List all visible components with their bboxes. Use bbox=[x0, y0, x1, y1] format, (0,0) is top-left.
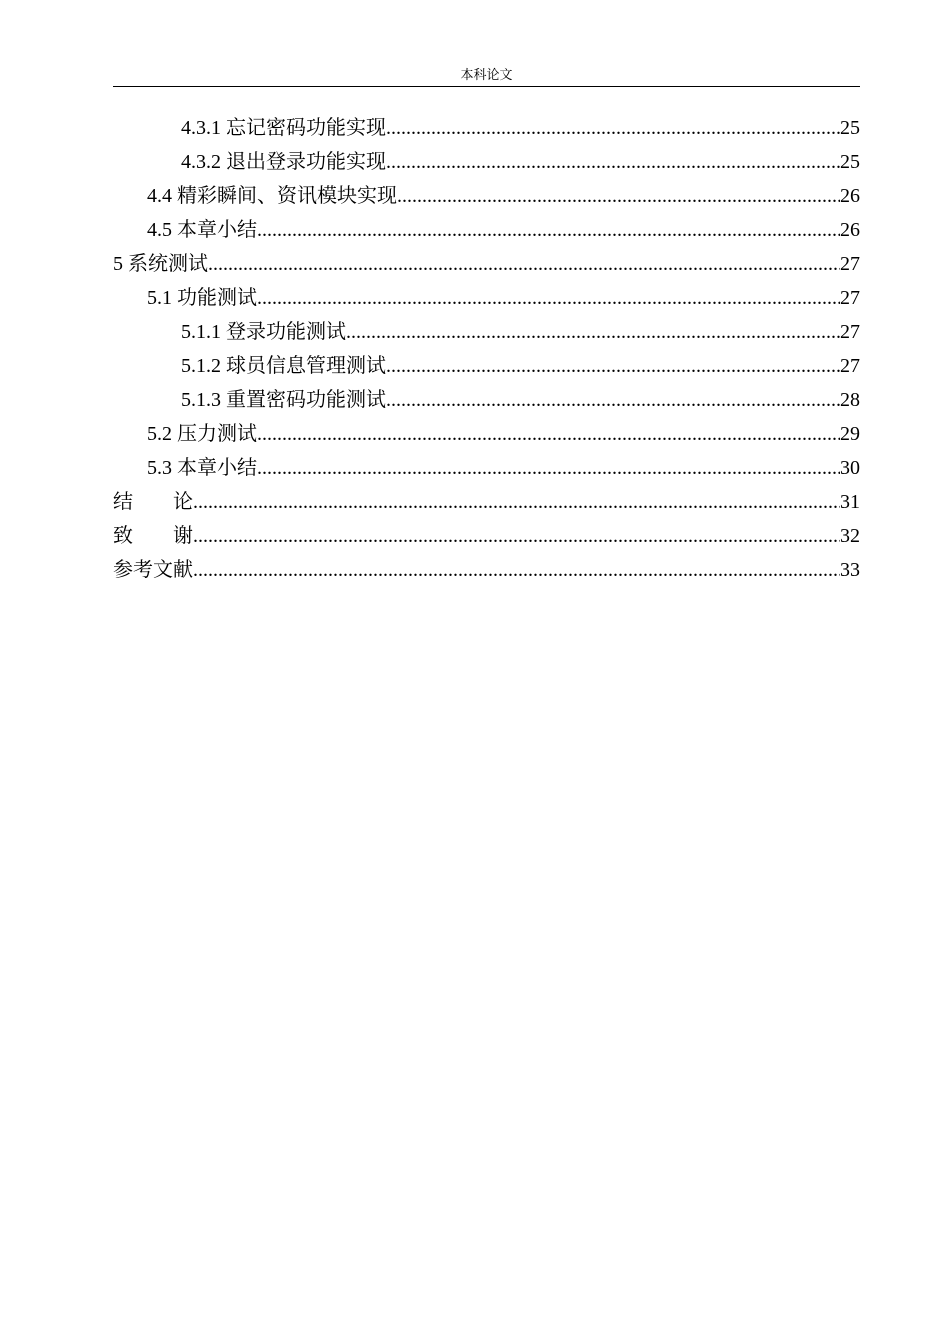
toc-entry-page: 25 bbox=[840, 117, 860, 139]
toc-entry-page: 27 bbox=[840, 355, 860, 377]
toc-entry-page: 32 bbox=[840, 525, 860, 547]
toc-entry-page: 27 bbox=[840, 287, 860, 309]
toc-entry-label: 4.5 本章小结 bbox=[147, 219, 257, 241]
toc-leader-dots bbox=[257, 451, 840, 485]
toc-entry-label: 4.4 精彩瞬间、资讯模块实现 bbox=[147, 185, 397, 207]
table-of-contents bbox=[113, 111, 860, 587]
toc-leader-dots bbox=[386, 349, 840, 383]
toc-entry-page: 27 bbox=[840, 253, 860, 275]
toc-leader-dots bbox=[386, 145, 840, 179]
toc-entry-page: 25 bbox=[840, 151, 860, 173]
toc-entry-page: 27 bbox=[840, 321, 860, 343]
toc-leader-dots bbox=[397, 179, 840, 213]
toc-entry-label: 4.3.2 退出登录功能实现 bbox=[181, 151, 386, 173]
toc-leader-dots bbox=[257, 417, 840, 451]
toc-leader-dots bbox=[257, 213, 840, 247]
toc-entry-page: 29 bbox=[840, 423, 860, 445]
toc-entry[interactable] bbox=[113, 485, 860, 519]
toc-entry[interactable] bbox=[113, 315, 860, 349]
toc-entry-label: 结 论 bbox=[113, 491, 193, 513]
toc-entry-label: 4.3.1 忘记密码功能实现 bbox=[181, 117, 386, 139]
toc-entry-page: 28 bbox=[840, 389, 860, 411]
toc-entry[interactable] bbox=[113, 349, 860, 383]
toc-entry-label: 5.1.2 球员信息管理测试 bbox=[181, 355, 386, 377]
toc-entry[interactable] bbox=[113, 213, 860, 247]
toc-entry-label: 5.3 本章小结 bbox=[147, 457, 257, 479]
toc-leader-dots bbox=[193, 485, 840, 519]
toc-entry-page: 30 bbox=[840, 457, 860, 479]
toc-entry[interactable] bbox=[113, 111, 860, 145]
toc-entry[interactable] bbox=[113, 179, 860, 213]
toc-leader-dots bbox=[208, 247, 840, 281]
toc-leader-dots bbox=[386, 383, 840, 417]
toc-entry-label: 致 谢 bbox=[113, 525, 193, 547]
toc-entry-page: 33 bbox=[840, 559, 860, 581]
toc-leader-dots bbox=[346, 315, 840, 349]
toc-entry-label: 参考文献 bbox=[113, 559, 193, 581]
toc-entry[interactable] bbox=[113, 281, 860, 315]
page-header bbox=[113, 64, 860, 87]
toc-leader-dots bbox=[193, 519, 840, 553]
toc-entry-label: 5.1.1 登录功能测试 bbox=[181, 321, 346, 343]
toc-entry-page: 31 bbox=[840, 491, 860, 513]
toc-entry-label: 5.2 压力测试 bbox=[147, 423, 257, 445]
toc-entry[interactable] bbox=[113, 247, 860, 281]
toc-leader-dots bbox=[386, 111, 840, 145]
toc-entry[interactable] bbox=[113, 451, 860, 485]
toc-entry-page: 26 bbox=[840, 219, 860, 241]
toc-entry[interactable] bbox=[113, 383, 860, 417]
header-title: 本科论文 bbox=[460, 67, 513, 82]
toc-entry-page: 26 bbox=[840, 185, 860, 207]
toc-entry-label: 5.1.3 重置密码功能测试 bbox=[181, 389, 386, 411]
toc-entry[interactable] bbox=[113, 145, 860, 179]
toc-entry-label: 5 系统测试 bbox=[113, 253, 208, 275]
toc-entry[interactable] bbox=[113, 553, 860, 587]
toc-leader-dots bbox=[257, 281, 840, 315]
toc-leader-dots bbox=[193, 553, 840, 587]
toc-entry-label: 5.1 功能测试 bbox=[147, 287, 257, 309]
toc-entry[interactable] bbox=[113, 519, 860, 553]
toc-entry[interactable] bbox=[113, 417, 860, 451]
